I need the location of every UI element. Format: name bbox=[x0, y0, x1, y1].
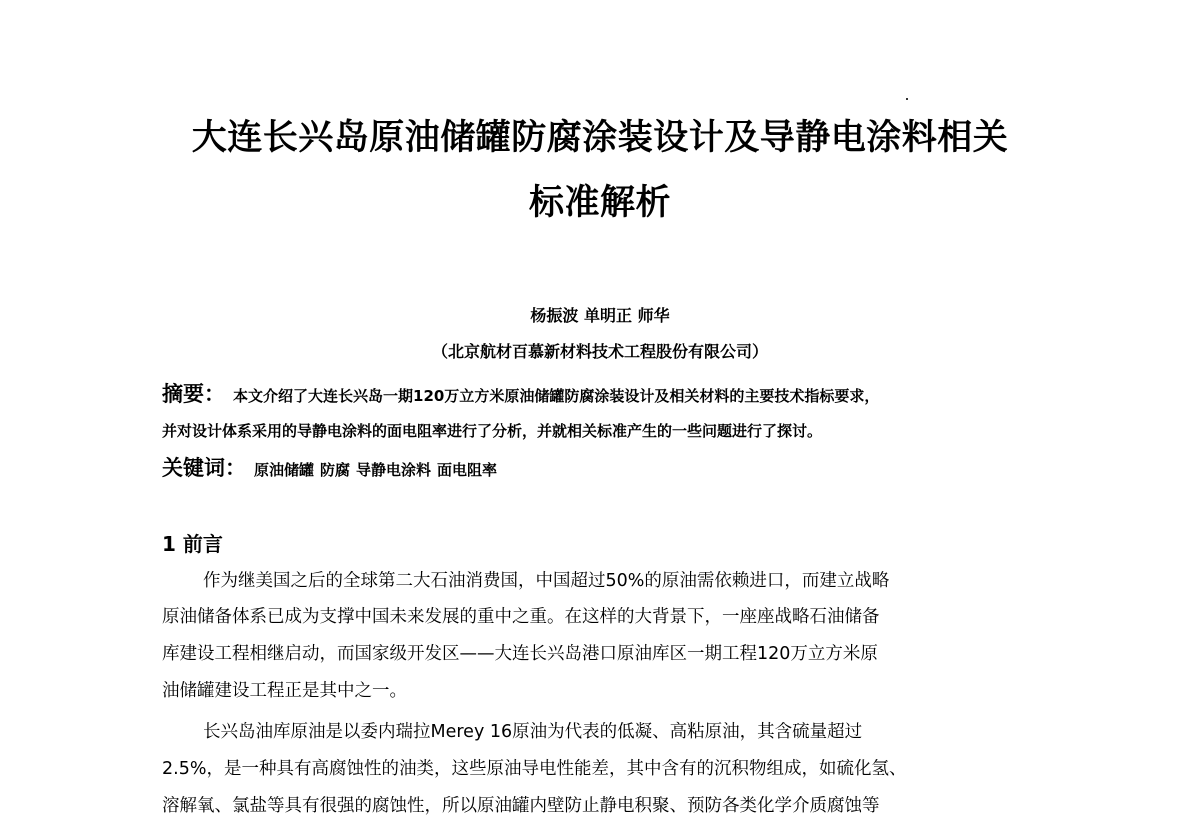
body-text-line: 库建设工程相继启动，而国家级开发区——大连长兴岛港口原油库区一期工程120万立方米原 bbox=[162, 644, 878, 664]
abstract-text-2: 并对设计体系采用的导静电涂料的面电阻率进行了分析，并就相关标准产生的一些问题进行了探讨。 bbox=[162, 422, 823, 440]
body-text-line: 2.5%，是一种具有高腐蚀性的油类，这些原油导电性能差，其中含有的沉积物组成，如硫化氢、 bbox=[162, 759, 907, 779]
author-list: 杨振波 单明正 师华 bbox=[530, 306, 670, 325]
paper-title-line-1: 大连长兴岛原油储罐防腐涂装设计及导静电涂料相关 bbox=[191, 118, 1009, 158]
scan-speck bbox=[906, 98, 908, 100]
abstract-label: 摘要： bbox=[162, 382, 225, 406]
author-affiliation: （北京航材百慕新材料技术工程股份有限公司） bbox=[431, 342, 768, 361]
body-text-line: 溶解氧、氯盐等具有很强的腐蚀性，所以原油罐内壁防止静电积聚、预防各类化学介质腐蚀等 bbox=[162, 796, 880, 816]
abstract-line-2 bbox=[162, 421, 822, 441]
keyword-item: 防腐 bbox=[320, 461, 351, 479]
body-text-line: 油储罐建设工程正是其中之一。 bbox=[162, 681, 407, 701]
abstract-line-1 bbox=[162, 384, 879, 406]
paper-title-line-2: 标准解析 bbox=[528, 183, 671, 223]
body-text-line: 原油储备体系已成为支撑中国未来发展的重中之重。在这样的大背景下，一座座战略石油储备 bbox=[162, 607, 880, 627]
abstract-text-1: 本文介绍了大连长兴岛一期120万立方米原油储罐防腐涂装设计及相关材料的主要技术指标要求， bbox=[233, 387, 880, 405]
keyword-item: 面电阻率 bbox=[437, 461, 498, 479]
section-heading: 1 前言 bbox=[162, 532, 223, 556]
keyword-item: 导静电涂料 bbox=[356, 461, 432, 479]
body-text-line: 长兴岛油库原油是以委内瑞拉Merey 16原油为代表的低凝、高粘原油，其含硫量超过 bbox=[203, 722, 863, 742]
keywords-label: 关键词： bbox=[162, 456, 246, 480]
keyword-item: 原油储罐 bbox=[254, 461, 315, 479]
body-text-line: 作为继美国之后的全球第二大石油消费国，中国超过50%的原油需依赖进口，而建立战略 bbox=[203, 571, 890, 591]
keywords bbox=[162, 457, 503, 481]
